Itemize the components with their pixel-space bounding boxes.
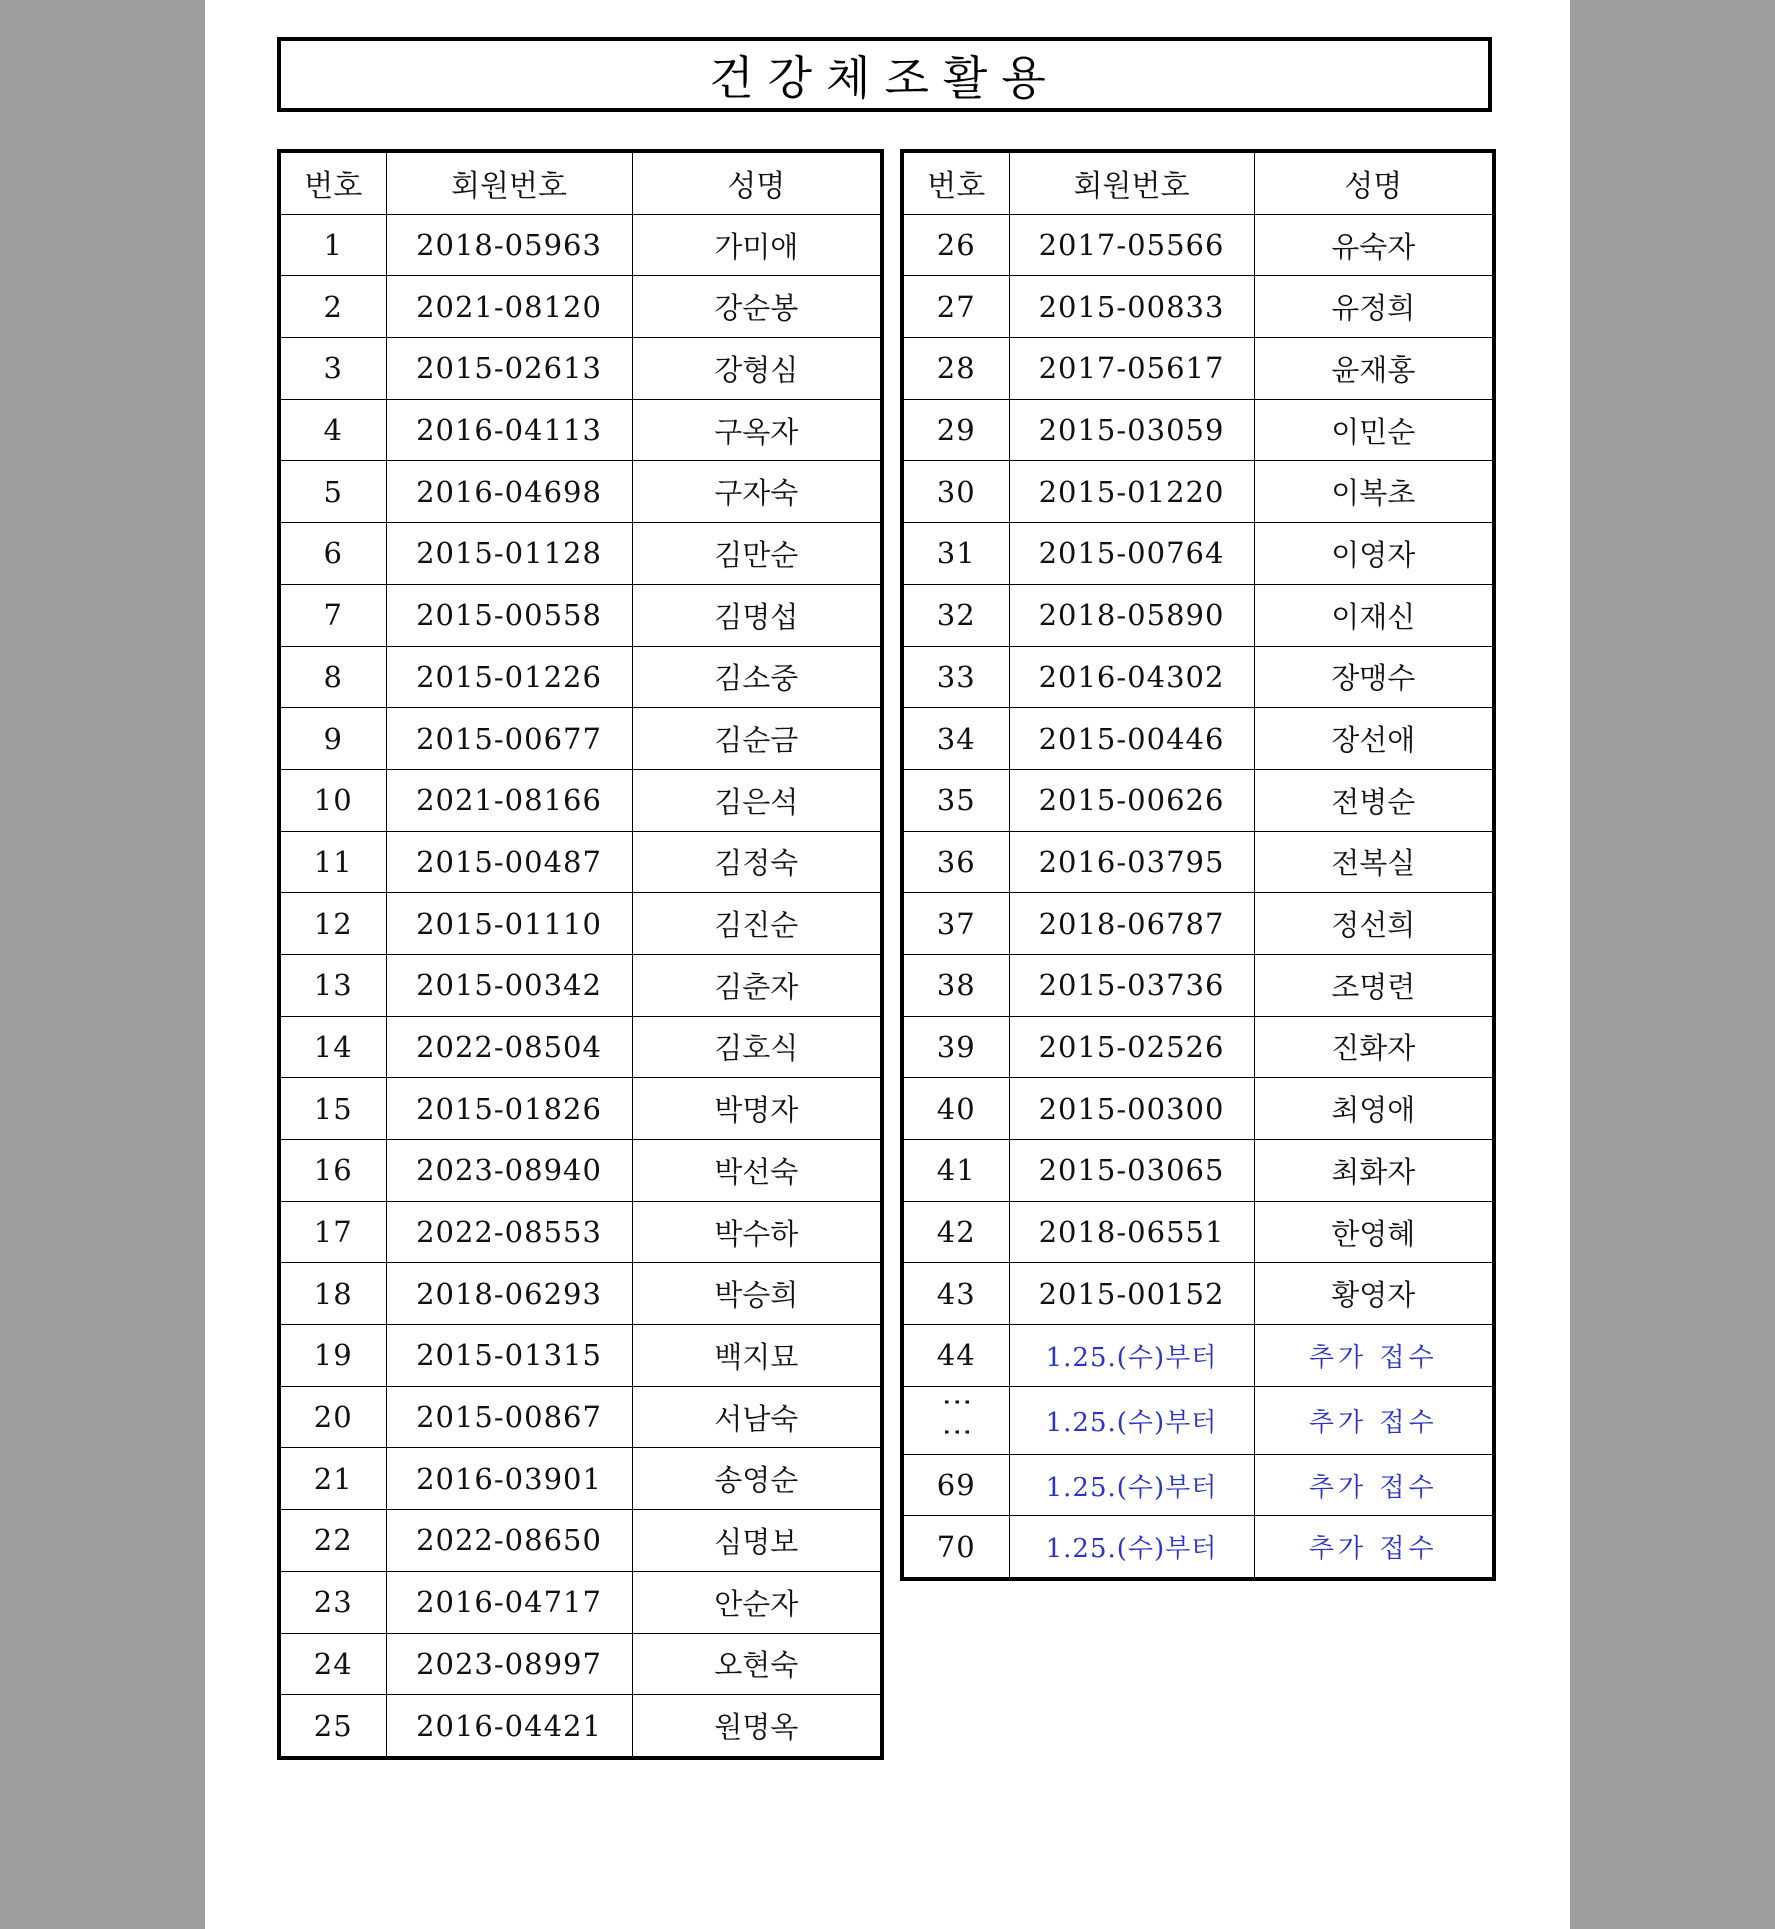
member-id: 2015-00833 — [1009, 276, 1254, 338]
table-row — [279, 1263, 882, 1325]
row-number: 24 — [279, 1633, 386, 1695]
table-row — [279, 831, 882, 893]
open-from-date: 1.25.(수)부터 — [1009, 1386, 1254, 1454]
open-note: 추가 접수 — [1254, 1516, 1494, 1579]
member-id: 2016-04717 — [386, 1571, 632, 1633]
member-id: 2022-08553 — [386, 1201, 632, 1263]
member-id: 2015-01110 — [386, 893, 632, 955]
member-id: 2015-00152 — [1009, 1263, 1254, 1325]
table-row — [279, 1695, 882, 1758]
table-row — [279, 1571, 882, 1633]
row-number: 20 — [279, 1386, 386, 1448]
member-name: 박수하 — [632, 1201, 882, 1263]
row-number: 1 — [279, 214, 386, 276]
member-id: 2015-00764 — [1009, 523, 1254, 585]
open-slot-row — [902, 1325, 1494, 1387]
member-id: 2016-04421 — [386, 1695, 632, 1758]
member-id: 2015-00342 — [386, 954, 632, 1016]
member-id: 2016-04302 — [1009, 646, 1254, 708]
member-id: 2023-08940 — [386, 1140, 632, 1202]
table-row — [902, 461, 1494, 523]
member-name: 장맹수 — [1254, 646, 1494, 708]
member-id: 2015-03736 — [1009, 954, 1254, 1016]
member-id: 2017-05566 — [1009, 214, 1254, 276]
table-row — [279, 893, 882, 955]
row-number: 5 — [279, 461, 386, 523]
table-row — [902, 214, 1494, 276]
open-note: 추가 접수 — [1254, 1325, 1494, 1387]
table-row — [279, 338, 882, 400]
row-number: 16 — [279, 1140, 386, 1202]
member-id: 2015-00677 — [386, 708, 632, 770]
member-name: 백지묘 — [632, 1325, 882, 1387]
header-member-id: 회원번호 — [1009, 151, 1254, 214]
row-number: 13 — [279, 954, 386, 1016]
member-name: 김순금 — [632, 708, 882, 770]
table-row — [902, 276, 1494, 338]
row-number: 6 — [279, 523, 386, 585]
member-id: 2016-03795 — [1009, 831, 1254, 893]
table-row — [902, 1016, 1494, 1078]
member-name: 한영혜 — [1254, 1201, 1494, 1263]
member-name: 박명자 — [632, 1078, 882, 1140]
row-number: 38 — [902, 954, 1009, 1016]
member-name: 장선애 — [1254, 708, 1494, 770]
row-number: 42 — [902, 1201, 1009, 1263]
member-id: 2018-05963 — [386, 214, 632, 276]
member-id: 2018-05890 — [1009, 584, 1254, 646]
table-row — [279, 399, 882, 461]
member-name: 박승희 — [632, 1263, 882, 1325]
member-name: 구자숙 — [632, 461, 882, 523]
member-name: 김정숙 — [632, 831, 882, 893]
row-number: 41 — [902, 1140, 1009, 1202]
row-number: 43 — [902, 1263, 1009, 1325]
member-name: 이민순 — [1254, 399, 1494, 461]
member-name: 원명옥 — [632, 1695, 882, 1758]
table-row — [279, 461, 882, 523]
table-row — [279, 214, 882, 276]
table-row — [279, 1016, 882, 1078]
row-number: 37 — [902, 893, 1009, 955]
open-slot-row — [902, 1454, 1494, 1516]
table-row — [279, 954, 882, 1016]
row-number: 9 — [279, 708, 386, 770]
table-row — [902, 954, 1494, 1016]
table-row — [902, 708, 1494, 770]
member-name: 진화자 — [1254, 1016, 1494, 1078]
header-no: 번호 — [279, 151, 386, 214]
member-id: 2015-00446 — [1009, 708, 1254, 770]
open-slot-row — [902, 1516, 1494, 1579]
row-number: 7 — [279, 584, 386, 646]
header-name: 성명 — [1254, 151, 1494, 214]
row-number: 39 — [902, 1016, 1009, 1078]
member-id: 2015-00558 — [386, 584, 632, 646]
header-row — [902, 151, 1494, 214]
member-name: 유숙자 — [1254, 214, 1494, 276]
row-number: 32 — [902, 584, 1009, 646]
roster-table-left — [277, 149, 884, 1760]
table-row — [902, 399, 1494, 461]
table-row — [279, 1386, 882, 1448]
table-row — [902, 831, 1494, 893]
page-title: 건강체조활용 — [709, 50, 1060, 105]
table-row — [902, 1078, 1494, 1140]
row-number: 31 — [902, 523, 1009, 585]
member-name: 유정희 — [1254, 276, 1494, 338]
row-number: 3 — [279, 338, 386, 400]
member-name: 이재신 — [1254, 584, 1494, 646]
row-number: 26 — [902, 214, 1009, 276]
member-id: 2015-02613 — [386, 338, 632, 400]
row-number: 17 — [279, 1201, 386, 1263]
table-row — [279, 584, 882, 646]
table-row — [902, 1201, 1494, 1263]
table-row — [279, 769, 882, 831]
open-from-date: 1.25.(수)부터 — [1009, 1516, 1254, 1579]
table-row — [902, 1263, 1494, 1325]
table-row — [902, 338, 1494, 400]
member-id: 2022-08504 — [386, 1016, 632, 1078]
table-row — [279, 708, 882, 770]
member-name: 최영애 — [1254, 1078, 1494, 1140]
table-row — [279, 523, 882, 585]
member-name: 김진순 — [632, 893, 882, 955]
member-name: 전복실 — [1254, 831, 1494, 893]
member-name: 가미애 — [632, 214, 882, 276]
row-number: 23 — [279, 1571, 386, 1633]
open-from-date: 1.25.(수)부터 — [1009, 1325, 1254, 1387]
member-name: 김호식 — [632, 1016, 882, 1078]
range-dots-cell — [902, 1386, 1009, 1454]
member-id: 2015-00487 — [386, 831, 632, 893]
row-number: 21 — [279, 1448, 386, 1510]
member-id: 2015-00300 — [1009, 1078, 1254, 1140]
member-name: 이복초 — [1254, 461, 1494, 523]
row-number: 25 — [279, 1695, 386, 1758]
row-number: 36 — [902, 831, 1009, 893]
member-id: 2017-05617 — [1009, 338, 1254, 400]
row-number: 40 — [902, 1078, 1009, 1140]
header-no: 번호 — [902, 151, 1009, 214]
open-from-date: 1.25.(수)부터 — [1009, 1454, 1254, 1516]
table-row — [902, 646, 1494, 708]
table-row — [279, 1448, 882, 1510]
member-name: 윤재홍 — [1254, 338, 1494, 400]
row-number: 18 — [279, 1263, 386, 1325]
table-row — [279, 1140, 882, 1202]
table-row — [902, 1140, 1494, 1202]
member-id: 2015-01220 — [1009, 461, 1254, 523]
member-id: 2015-03059 — [1009, 399, 1254, 461]
member-id: 2015-01315 — [386, 1325, 632, 1387]
member-name: 전병순 — [1254, 769, 1494, 831]
member-id: 2015-01128 — [386, 523, 632, 585]
member-id: 2018-06293 — [386, 1263, 632, 1325]
row-number: 12 — [279, 893, 386, 955]
roster-table-right — [900, 149, 1496, 1581]
row-number: 14 — [279, 1016, 386, 1078]
member-id: 2023-08997 — [386, 1633, 632, 1695]
member-name: 오현숙 — [632, 1633, 882, 1695]
row-number: 28 — [902, 338, 1009, 400]
member-name: 정선희 — [1254, 893, 1494, 955]
table-row — [279, 1201, 882, 1263]
member-id: 2015-00867 — [386, 1386, 632, 1448]
member-id: 2021-08120 — [386, 276, 632, 338]
member-id: 2015-01826 — [386, 1078, 632, 1140]
vertical-ellipsis: ⋮⋮ — [939, 1386, 975, 1447]
member-name: 강순봉 — [632, 276, 882, 338]
member-id: 2016-04698 — [386, 461, 632, 523]
member-name: 박선숙 — [632, 1140, 882, 1202]
table-row — [279, 646, 882, 708]
member-name: 이영자 — [1254, 523, 1494, 585]
member-name: 안순자 — [632, 1571, 882, 1633]
table-row — [902, 523, 1494, 585]
document-page — [205, 0, 1570, 1929]
member-id: 2021-08166 — [386, 769, 632, 831]
row-number: 70 — [902, 1516, 1009, 1579]
open-note: 추가 접수 — [1254, 1386, 1494, 1454]
table-row — [902, 893, 1494, 955]
member-name: 김명섭 — [632, 584, 882, 646]
row-number: 27 — [902, 276, 1009, 338]
member-name: 송영순 — [632, 1448, 882, 1510]
member-name: 최화자 — [1254, 1140, 1494, 1202]
member-id: 2018-06787 — [1009, 893, 1254, 955]
row-number: 19 — [279, 1325, 386, 1387]
row-number: 33 — [902, 646, 1009, 708]
row-number: 44 — [902, 1325, 1009, 1387]
table-row — [902, 584, 1494, 646]
row-number: 8 — [279, 646, 386, 708]
member-id: 2015-00626 — [1009, 769, 1254, 831]
table-row — [279, 1633, 882, 1695]
member-name: 조명련 — [1254, 954, 1494, 1016]
member-id: 2015-01226 — [386, 646, 632, 708]
row-number: 34 — [902, 708, 1009, 770]
table-row — [279, 1078, 882, 1140]
member-id: 2022-08650 — [386, 1510, 632, 1572]
header-name: 성명 — [632, 151, 882, 214]
row-number: 30 — [902, 461, 1009, 523]
row-number: 10 — [279, 769, 386, 831]
member-id: 2016-04113 — [386, 399, 632, 461]
member-name: 김만순 — [632, 523, 882, 585]
member-id: 2016-03901 — [386, 1448, 632, 1510]
title-box — [277, 37, 1492, 112]
row-number: 4 — [279, 399, 386, 461]
row-number: 22 — [279, 1510, 386, 1572]
row-number: 11 — [279, 831, 386, 893]
row-number: 29 — [902, 399, 1009, 461]
member-name: 강형심 — [632, 338, 882, 400]
row-number: 2 — [279, 276, 386, 338]
member-name: 황영자 — [1254, 1263, 1494, 1325]
header-member-id: 회원번호 — [386, 151, 632, 214]
row-number: 15 — [279, 1078, 386, 1140]
member-name: 김은석 — [632, 769, 882, 831]
table-row — [902, 769, 1494, 831]
table-row — [279, 1325, 882, 1387]
row-number: 69 — [902, 1454, 1009, 1516]
member-name: 구옥자 — [632, 399, 882, 461]
header-row — [279, 151, 882, 214]
member-name: 심명보 — [632, 1510, 882, 1572]
member-name: 서남숙 — [632, 1386, 882, 1448]
row-number: 35 — [902, 769, 1009, 831]
member-name: 김춘자 — [632, 954, 882, 1016]
member-name: 김소중 — [632, 646, 882, 708]
member-id: 2015-02526 — [1009, 1016, 1254, 1078]
table-row — [279, 1510, 882, 1572]
table-row — [279, 276, 882, 338]
member-id: 2015-03065 — [1009, 1140, 1254, 1202]
open-note: 추가 접수 — [1254, 1454, 1494, 1516]
member-id: 2018-06551 — [1009, 1201, 1254, 1263]
